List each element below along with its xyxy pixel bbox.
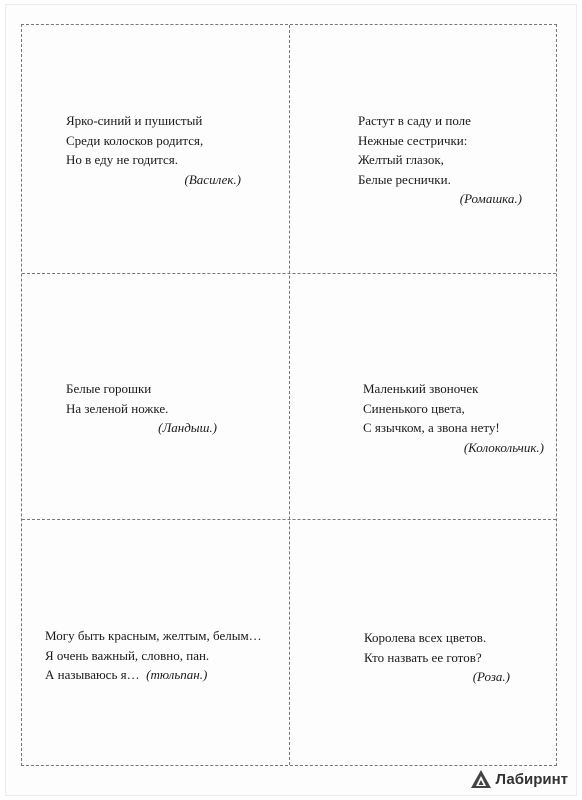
riddle-card-rose <box>364 628 510 687</box>
riddle-line: Королева всех цветов. <box>364 630 487 645</box>
riddle-answer: (тюльпан.) <box>146 667 208 682</box>
horizontal-cut-line <box>22 273 556 274</box>
riddle-line: Но в еду не годится. <box>66 152 179 167</box>
riddle-card-grid <box>21 24 557 766</box>
riddle-answer: (Ландыш.) <box>158 420 217 435</box>
riddle-answer: (Колокольчик.) <box>463 439 544 455</box>
riddle-line: Белые реснички. <box>358 171 451 187</box>
riddle-line: На зеленой ножке. <box>66 400 169 416</box>
riddle-line: Белые горошки <box>66 381 152 396</box>
riddle-line: Ярко-синий и пушистый <box>66 113 203 128</box>
riddle-line: Желтый глазок, <box>358 152 444 167</box>
riddle-line: Я очень важный, словно, пан. <box>45 647 210 663</box>
riddle-line: Среди колосков родится, <box>66 132 204 148</box>
labirint-logo-icon <box>470 768 492 790</box>
riddle-line: Нежные сестрички: <box>358 132 468 148</box>
riddle-card-tulip <box>45 626 277 685</box>
riddle-line: Синенького цвета, <box>363 400 465 416</box>
horizontal-cut-line <box>22 519 556 520</box>
riddle-card-cornflower <box>66 111 241 189</box>
riddle-answer: (Роза.) <box>472 669 510 684</box>
page-sheet <box>5 4 577 796</box>
watermark-logo <box>470 768 568 790</box>
riddle-card-chamomile <box>358 111 522 209</box>
riddle-line: Кто назвать ее готов? <box>364 649 482 665</box>
riddle-answer: (Василек.) <box>184 171 241 187</box>
riddle-line: С язычком, а звона нету! <box>363 420 500 435</box>
riddle-card-bellflower <box>363 379 544 457</box>
watermark-text: Лабиринт <box>495 770 568 788</box>
riddle-answer: (Ромашка.) <box>459 191 522 206</box>
riddle-line: Маленький звоночек <box>363 381 479 396</box>
riddle-card-lily-of-the-valley <box>66 379 217 438</box>
vertical-cut-line <box>289 25 290 765</box>
riddle-line: Могу быть красным, желтым, белым… <box>45 628 262 643</box>
riddle-line: Растут в саду и поле <box>358 113 471 128</box>
riddle-line <box>45 665 277 685</box>
riddle-line-text: А называюсь я… <box>45 667 140 682</box>
